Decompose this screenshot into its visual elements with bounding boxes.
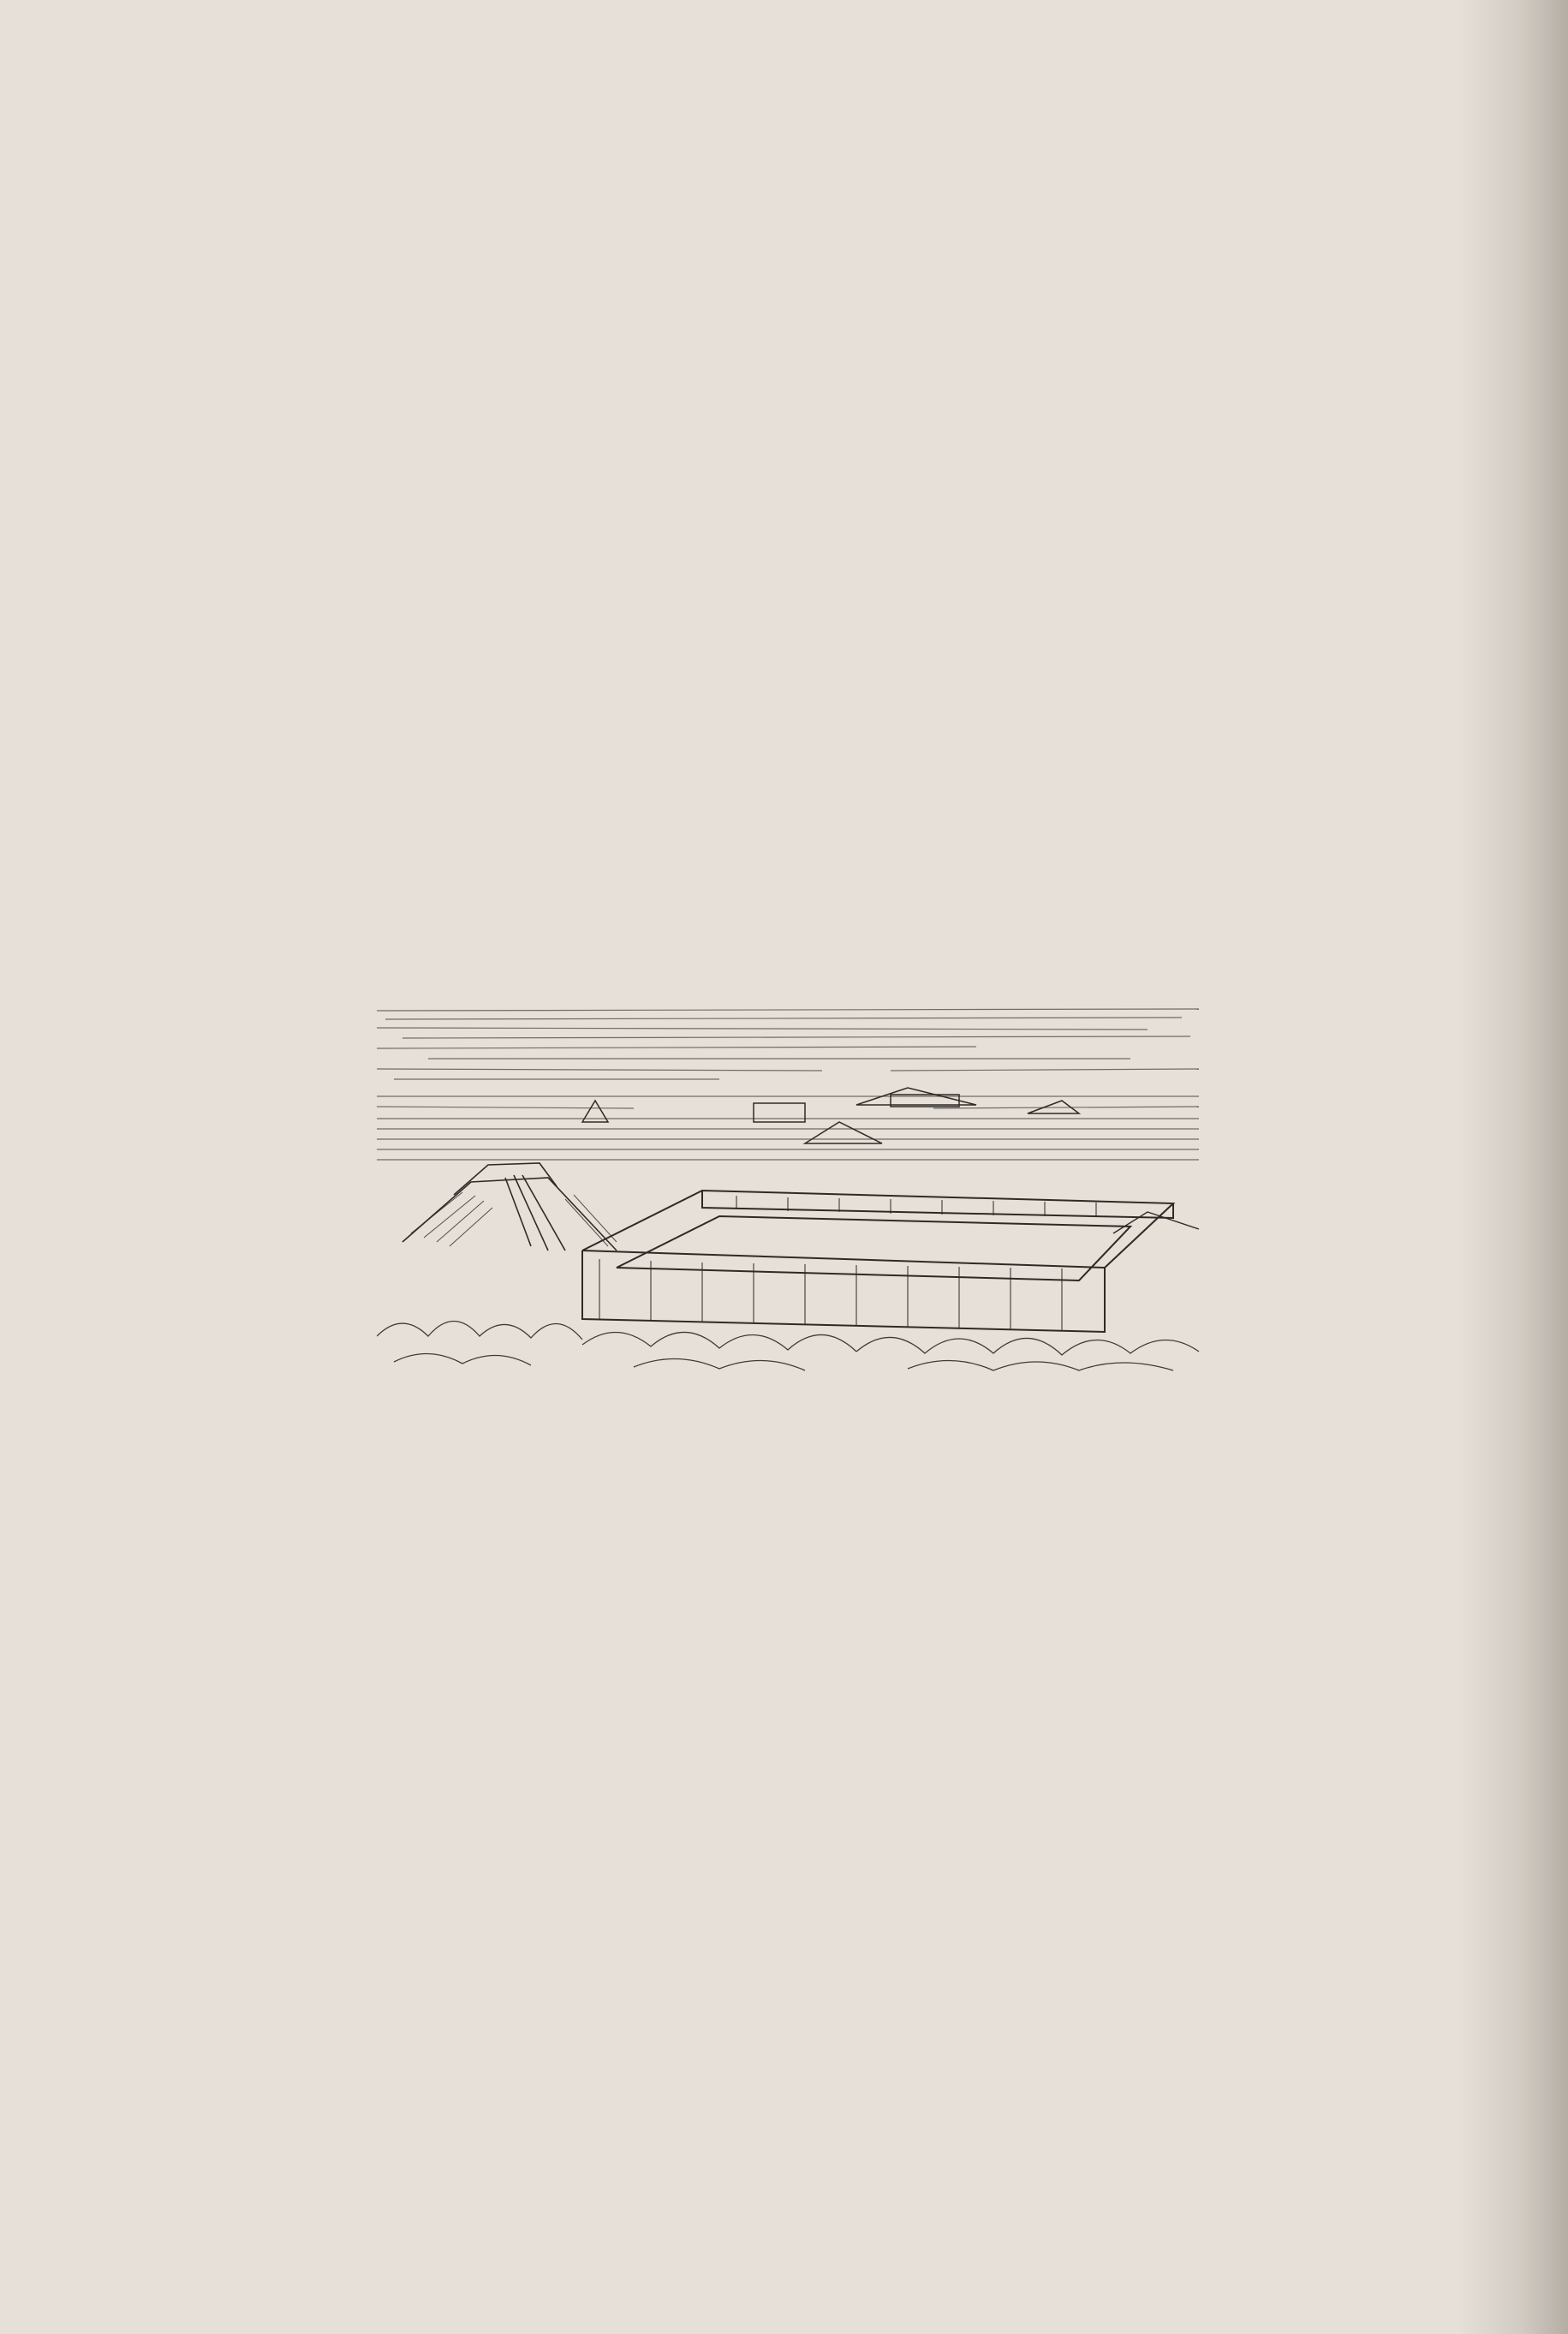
uxmal-illustration <box>377 994 1207 1379</box>
page-header <box>221 336 1360 387</box>
figure-uxmal-engraving <box>377 994 1207 1379</box>
